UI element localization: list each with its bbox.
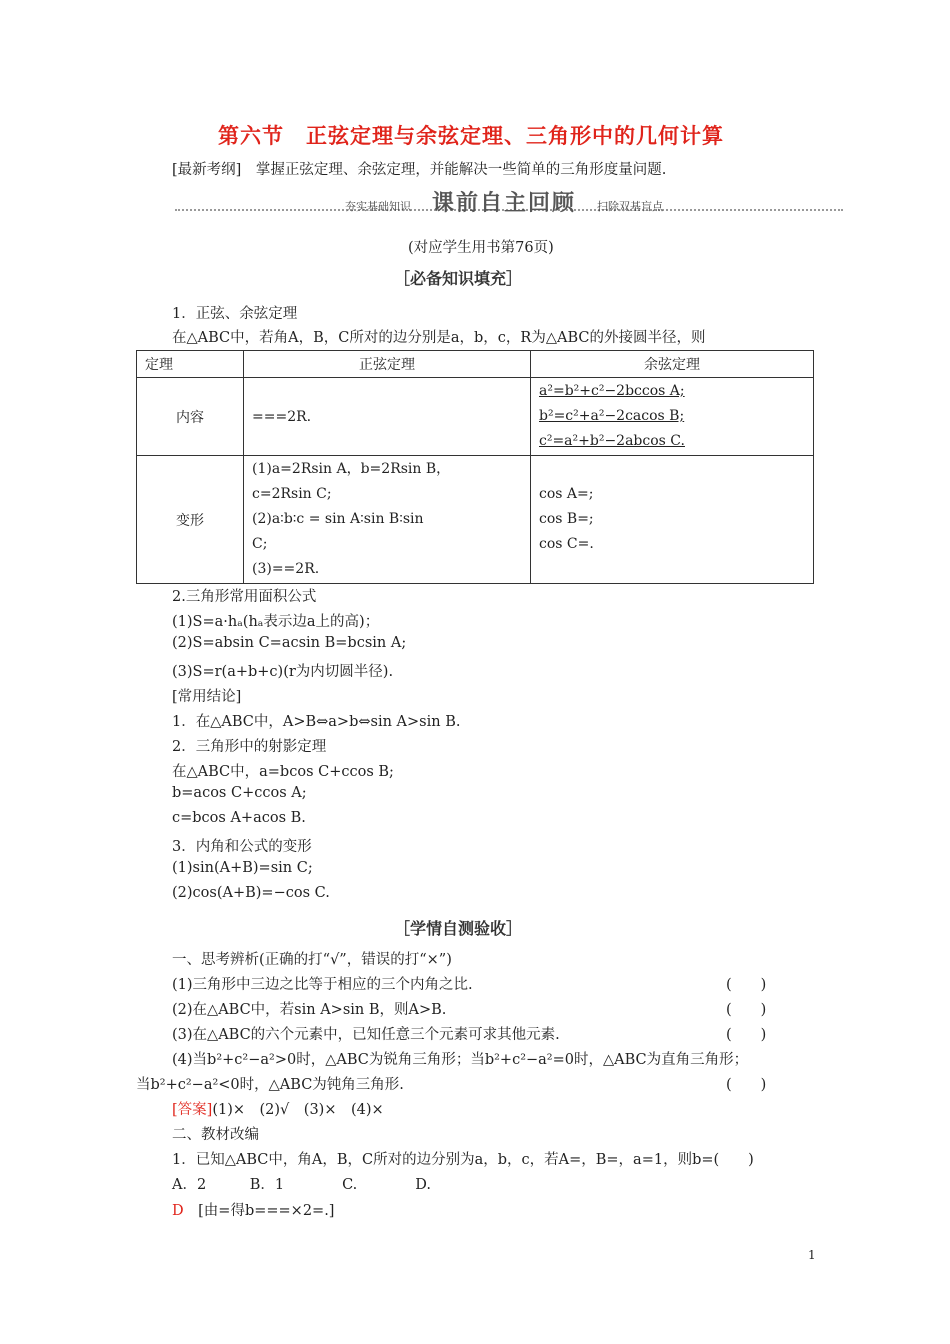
theorem-table — [136, 350, 814, 584]
text-line: 3．内角和公式的变形 — [172, 839, 312, 855]
question: (3)在△ABC的六个元素中，已知任意三个元素可求其他元素. — [172, 1027, 560, 1043]
cosine-formula: c²=a²+b²−2abcos C. — [539, 433, 685, 449]
sine-law-cell: ===2R. — [244, 378, 531, 456]
question: (2)在△ABC中，若sin A>sin B，则A>B. — [172, 1002, 447, 1018]
table-row-label: 内容 — [137, 378, 244, 456]
answer-line — [172, 1098, 384, 1119]
table-header-cell: 定理 — [137, 351, 244, 378]
options: A．2 B．1 C. D. — [172, 1177, 431, 1193]
text-line: (1)sin(A+B)=sin C; — [172, 860, 313, 876]
outline: [最新考纲] 掌握正弦定理、余弦定理，并能解决一些简单的三角形度量问题. — [172, 162, 667, 178]
text-line: 在△ABC中，若角A，B，C所对的边分别是a，b，c，R为△ABC的外接圆半径，则 — [172, 330, 706, 346]
answer-bracket: ( ) — [726, 1027, 767, 1043]
solution-text: [由=得b===×2=.] — [198, 1203, 335, 1219]
formula-line: (3)==2R. — [252, 561, 320, 577]
answer-bracket: ( ) — [726, 977, 767, 993]
cosine-law-cell — [531, 378, 814, 456]
table-header-cell: 余弦定理 — [531, 351, 814, 378]
question: (1)三角形中三边之比等于相应的三个内角之比. — [172, 977, 473, 993]
text-line: (1)S=a·hₐ(hₐ表示边a上的高)； — [172, 614, 380, 630]
text-line: [常用结论] — [172, 689, 242, 705]
formula-line: cos A=; — [539, 486, 594, 502]
question: 当b²+c²−a²<0时，△ABC为钝角三角形. — [136, 1077, 404, 1093]
question: 1．已知△ABC中，角A，B，C所对的边分别为a，b，c，若A=，B=，a=1，则b=( ) — [172, 1152, 754, 1168]
text-line: (3)S=r(a+b+c)(r为内切圆半径). — [172, 664, 394, 680]
section-heading-knowledge: ［必备知识填充］ — [394, 269, 523, 288]
formula-line: (1)a=2Rsin A，b=2Rsin B， — [252, 461, 451, 477]
page-number: 1 — [808, 1248, 816, 1262]
text-line: 1．在△ABC中，A>B⇔a>b⇔sin A>sin B. — [172, 714, 461, 730]
book-reference: (对应学生用书第76页) — [408, 240, 554, 256]
formula-line: C; — [252, 536, 268, 552]
question: (4)当b²+c²−a²>0时，△ABC为锐角三角形；当b²+c²−a²=0时，△ABC为直角三角形； — [172, 1052, 749, 1068]
table-header-cell: 正弦定理 — [244, 351, 531, 378]
text-line: 一、思考辨析(正确的打“√”，错误的打“×”) — [172, 952, 452, 968]
text-line: b=acos C+ccos A; — [172, 785, 307, 801]
text-line: 二、教材改编 — [172, 1127, 259, 1143]
page-title: 第六节 正弦定理与余弦定理、三角形中的几何计算 — [218, 123, 724, 148]
sine-variant-cell — [244, 456, 531, 584]
answer-tag: [答案] — [172, 1102, 213, 1118]
answer-bracket: ( ) — [726, 1002, 767, 1018]
solution-line — [172, 1199, 334, 1220]
banner-left: 夯实基础知识 — [345, 200, 411, 213]
cosine-formula: b²=c²+a²−2cacos B; — [539, 408, 685, 424]
formula-line: cos B=; — [539, 511, 594, 527]
text-line: 2.三角形常用面积公式 — [172, 589, 317, 605]
formula-line: cos C=. — [539, 536, 594, 552]
text-line: (2)cos(A+B)=−cos C. — [172, 885, 330, 901]
text-line: c=bcos A+acos B. — [172, 810, 306, 826]
section-banner — [175, 186, 843, 216]
answer-bracket: ( ) — [726, 1077, 767, 1093]
table-row-label: 变形 — [137, 456, 244, 584]
banner-center: 课前自主回顾 — [432, 191, 577, 216]
formula-line: c=2Rsin C; — [252, 486, 332, 502]
text-line: 1．正弦、余弦定理 — [172, 306, 298, 322]
solution-letter: D — [172, 1203, 184, 1219]
answer-text: (1)× (2)√ (3)× (4)× — [212, 1102, 384, 1118]
cosine-variant-cell — [531, 456, 814, 584]
text-line: 在△ABC中，a=bcos C+ccos B; — [172, 764, 394, 780]
text-line: (2)S=absin C=acsin B=bcsin A; — [172, 635, 407, 651]
section-heading-selftest: ［学情自测验收］ — [394, 919, 523, 938]
banner-right: 扫除双基盲点 — [597, 200, 663, 213]
cosine-formula: a²=b²+c²−2bccos A; — [539, 383, 685, 399]
text-line: 2．三角形中的射影定理 — [172, 739, 327, 755]
formula-line: (2)a∶b∶c = sin A∶sin B∶sin — [252, 511, 424, 527]
